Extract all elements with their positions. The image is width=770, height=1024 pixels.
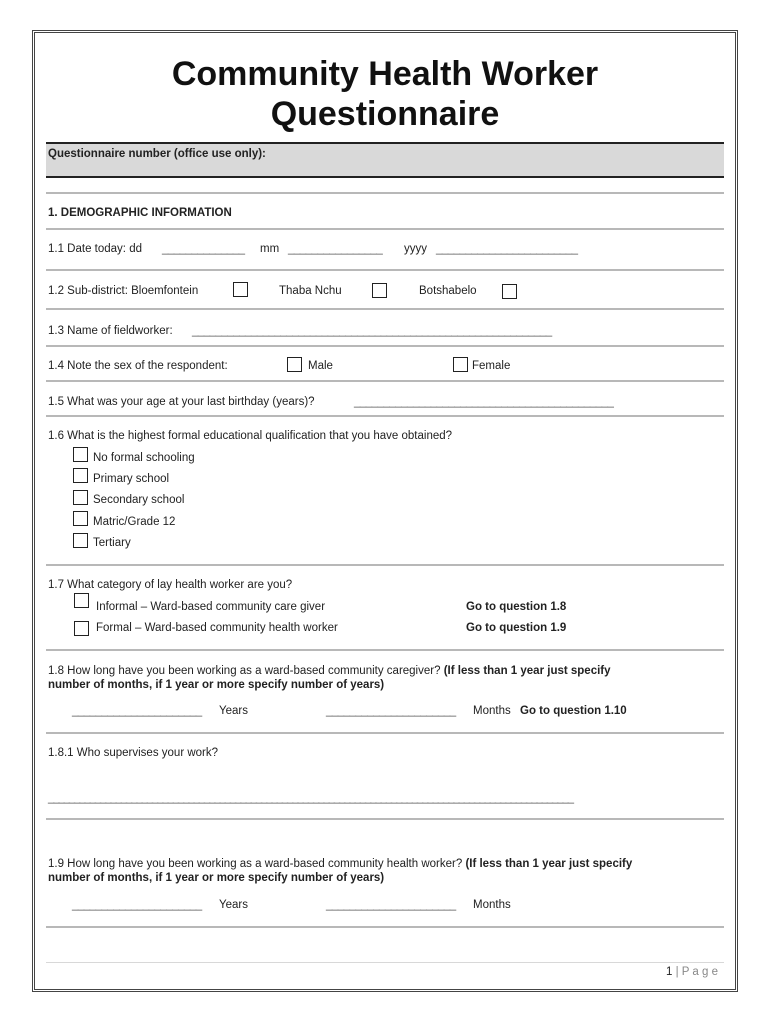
q1-9-label: [48, 857, 632, 871]
month-label: mm: [260, 243, 280, 255]
education-option: Secondary school: [93, 494, 185, 506]
q1-4-label: 1.4 Note the sex of the respondent:: [48, 360, 228, 372]
page-footer: [666, 966, 718, 978]
years-label: Years: [219, 899, 248, 911]
years-label: Years: [219, 705, 248, 717]
goto-1-9-instruction: Go to question 1.9: [466, 622, 567, 634]
divider: [46, 228, 724, 230]
title-line-1: Community Health Worker: [171, 55, 599, 93]
q1-9-note: (If less than 1 year just specify: [465, 858, 633, 870]
formal-chw-label: Formal – Ward-based community health worker: [96, 622, 338, 634]
q1-2-label: 1.2 Sub-district: Bloemfontein: [48, 285, 199, 297]
month-field[interactable]: ________________: [288, 243, 383, 255]
divider: [46, 415, 724, 417]
no-formal-schooling-checkbox[interactable]: [73, 447, 88, 462]
male-label: Male: [308, 360, 333, 372]
botshabelo-label: Botshabelo: [419, 285, 477, 297]
tertiary-checkbox[interactable]: [73, 533, 88, 548]
chw-years-field[interactable]: ______________________: [72, 899, 202, 911]
divider: [46, 345, 724, 347]
education-option: Primary school: [93, 473, 170, 485]
divider: [46, 732, 724, 734]
thaba-nchu-label: Thaba Nchu: [279, 285, 342, 297]
informal-caregiver-label: Informal – Ward-based community care giver: [96, 601, 326, 613]
q1-8-label: [48, 664, 611, 678]
year-field[interactable]: ________________________: [436, 243, 578, 255]
goto-1-10-instruction: Go to question 1.10: [520, 705, 627, 717]
title-line-2: Questionnaire: [270, 95, 500, 133]
page-number: 1: [665, 966, 673, 978]
divider: [46, 380, 724, 382]
months-label: Months: [473, 705, 511, 717]
caregiver-months-field[interactable]: ______________________: [326, 705, 456, 717]
q1-8-note-continued: number of months, if 1 year or more specify number of years): [48, 679, 385, 691]
divider: [46, 564, 724, 566]
divider: [46, 818, 724, 820]
day-field[interactable]: ______________: [162, 243, 245, 255]
matric-grade-12-checkbox[interactable]: [73, 511, 88, 526]
page-word: | P a g e: [675, 966, 718, 978]
bloemfontein-checkbox[interactable]: [233, 282, 248, 297]
formal-chw-checkbox[interactable]: [74, 621, 89, 636]
q1-8-question: 1.8 How long have you been working as a ward-based community caregiver?: [48, 665, 441, 677]
female-checkbox[interactable]: [453, 357, 468, 372]
education-option: Tertiary: [93, 537, 131, 549]
months-label: Months: [473, 899, 511, 911]
thaba-nchu-checkbox[interactable]: [372, 283, 387, 298]
divider: [46, 308, 724, 310]
section-heading-demographic: 1. DEMOGRAPHIC INFORMATION: [48, 207, 232, 219]
divider: [46, 926, 724, 928]
education-option: No formal schooling: [93, 452, 195, 464]
q1-8-note: (If less than 1 year just specify: [443, 665, 611, 677]
q1-5-label: 1.5 What was your age at your last birthday (years)?: [48, 396, 315, 408]
q1-9-question: 1.9 How long have you been working as a ward-based community health worker?: [48, 858, 463, 870]
page-title: [40, 54, 730, 134]
education-option: Matric/Grade 12: [93, 516, 176, 528]
age-field[interactable]: ____________________________________________: [354, 396, 614, 408]
female-label: Female: [472, 360, 511, 372]
office-use-box[interactable]: [46, 142, 724, 178]
botshabelo-checkbox[interactable]: [502, 284, 517, 299]
caregiver-years-field[interactable]: ______________________: [72, 705, 202, 717]
fieldworker-name-field[interactable]: _____________________________________________________________: [192, 325, 552, 337]
secondary-school-checkbox[interactable]: [73, 490, 88, 505]
informal-caregiver-checkbox[interactable]: [74, 593, 89, 608]
divider: [46, 192, 724, 194]
q1-1-label: 1.1 Date today: dd: [48, 243, 142, 255]
footer-divider: [46, 962, 724, 963]
q1-3-label: 1.3 Name of fieldworker:: [48, 325, 173, 337]
q1-6-label: 1.6 What is the highest formal educational qualification that you have obtained?: [48, 430, 453, 442]
chw-months-field[interactable]: ______________________: [326, 899, 456, 911]
q1-7-label: 1.7 What category of lay health worker are you?: [48, 579, 293, 591]
supervisor-field[interactable]: _____________________________________________________________________________________________________: [48, 792, 573, 804]
q1-9-note-continued: number of months, if 1 year or more specify number of years): [48, 872, 385, 884]
male-checkbox[interactable]: [287, 357, 302, 372]
goto-1-8-instruction: Go to question 1.8: [466, 601, 567, 613]
year-label: yyyy: [404, 243, 427, 255]
q1-8-1-label: 1.8.1 Who supervises your work?: [48, 747, 219, 759]
divider: [46, 269, 724, 271]
divider: [46, 649, 724, 651]
office-use-label: Questionnaire number (office use only):: [48, 148, 266, 160]
primary-school-checkbox[interactable]: [73, 468, 88, 483]
